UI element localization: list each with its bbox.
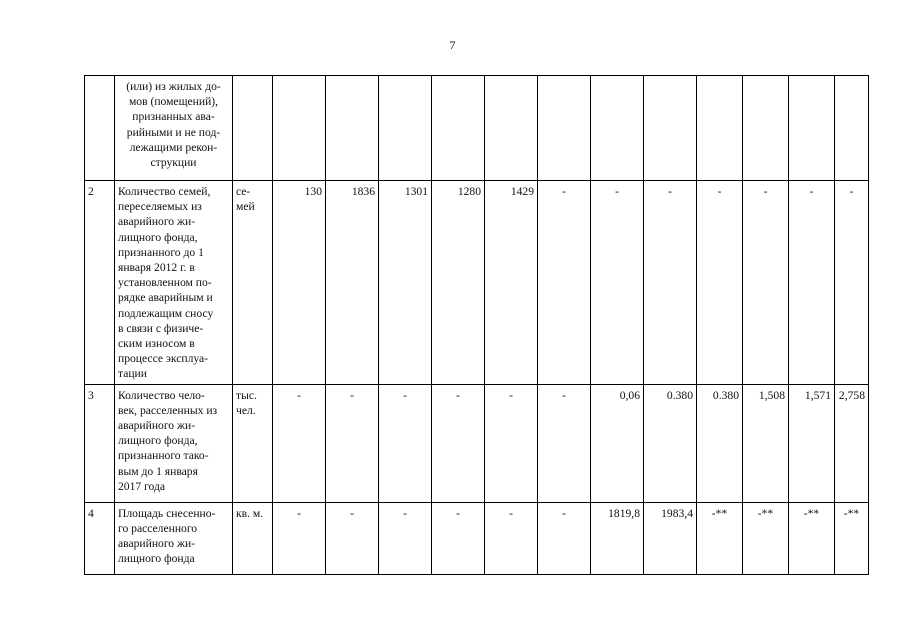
indicator-name-line: Количество чело-	[118, 388, 205, 402]
value-cell: -	[379, 502, 432, 574]
indicators-table	[84, 75, 869, 575]
indicator-name-line: тации	[118, 367, 147, 381]
row-number-cell: 2	[85, 181, 115, 385]
indicator-name-line: переселяемых из	[118, 200, 202, 214]
value-cell	[379, 76, 432, 181]
value-cell: -	[432, 384, 485, 502]
value-cell	[538, 76, 591, 181]
value-cell: -	[835, 181, 869, 385]
indicator-name-line: Количество семей,	[118, 185, 211, 198]
value-cell: -	[273, 502, 326, 574]
indicator-name-line: аварийного жи-	[118, 537, 196, 551]
indicator-name-line: мов (помещений),	[128, 95, 219, 109]
value-cell: -	[485, 384, 538, 502]
value-cell: -**	[835, 502, 869, 574]
value-cell	[697, 76, 743, 181]
table-row	[85, 384, 869, 502]
value-cell: -	[326, 384, 379, 502]
value-cell	[326, 76, 379, 181]
indicator-name-line: признанного до 1	[118, 245, 204, 259]
indicator-name-line: аварийного жи-	[118, 215, 196, 229]
value-cell: -	[789, 181, 835, 385]
value-cell: -	[591, 181, 644, 385]
unit-line: се-	[236, 185, 251, 198]
indicator-name-cell	[115, 502, 233, 574]
value-cell: 1836	[326, 181, 379, 385]
indicator-name-line: признанных ава-	[132, 110, 215, 124]
value-cell: -	[538, 181, 591, 385]
unit-line: тыс.	[236, 388, 257, 402]
indicator-name-line: лищного фонда	[118, 552, 195, 566]
value-cell: 1301	[379, 181, 432, 385]
value-cell	[789, 76, 835, 181]
indicator-name-line: аварийного жи-	[118, 419, 196, 433]
value-cell	[835, 76, 869, 181]
value-cell: -	[644, 181, 697, 385]
indicator-name-line: го расселенного	[118, 521, 198, 535]
unit-cell	[233, 181, 273, 385]
indicator-name-line: в связи с физиче-	[118, 321, 204, 335]
indicator-name-line: струкции	[150, 156, 197, 170]
value-cell: 0,06	[591, 384, 644, 502]
indicator-name-line: процессе эксплуа-	[118, 352, 209, 366]
value-cell	[273, 76, 326, 181]
indicator-name-line: января 2012 г. в	[118, 261, 195, 275]
value-cell: -	[326, 502, 379, 574]
value-cell: 1,571	[789, 384, 835, 502]
table-row	[85, 181, 869, 385]
value-cell: 1983,4	[644, 502, 697, 574]
value-cell: -	[538, 384, 591, 502]
indicator-name-line: Площадь снесенно-	[118, 506, 216, 520]
indicator-name-line: ским износом в	[118, 337, 195, 351]
indicator-name-cell	[115, 181, 233, 385]
indicator-name-line: рядке аварийным и	[118, 291, 213, 305]
value-cell: -	[697, 181, 743, 385]
value-cell	[743, 76, 789, 181]
value-cell	[591, 76, 644, 181]
value-cell: 1819,8	[591, 502, 644, 574]
value-cell: 1429	[485, 181, 538, 385]
value-cell: -	[432, 502, 485, 574]
value-cell: 0.380	[644, 384, 697, 502]
value-cell: 1,508	[743, 384, 789, 502]
value-cell: 130	[273, 181, 326, 385]
indicator-name-line: вым до 1 января	[118, 464, 198, 478]
indicator-name-line: подлежащим сносу	[118, 306, 214, 320]
value-cell	[485, 76, 538, 181]
value-cell: -**	[789, 502, 835, 574]
value-cell	[432, 76, 485, 181]
value-cell	[644, 76, 697, 181]
row-number-cell	[85, 76, 115, 181]
value-cell: -	[485, 502, 538, 574]
indicator-name-line: установленном по-	[118, 276, 212, 290]
indicator-name-line: лежащими рекон-	[129, 140, 218, 154]
indicator-name-cell	[115, 384, 233, 502]
unit-line: чел.	[236, 403, 256, 417]
unit-cell	[233, 502, 273, 574]
unit-cell	[233, 384, 273, 502]
indicator-name-line: признанного тако-	[118, 449, 209, 463]
indicator-name-line: (или) из жилых до-	[126, 80, 221, 93]
value-cell: 2,758	[835, 384, 869, 502]
indicator-name-cell	[115, 76, 233, 181]
row-number-cell: 4	[85, 502, 115, 574]
unit-cell	[233, 76, 273, 181]
row-number-cell: 3	[85, 384, 115, 502]
value-cell: -	[743, 181, 789, 385]
indicator-name-line: 2017 года	[118, 479, 166, 493]
page-number: 7	[449, 38, 456, 52]
value-cell: -**	[743, 502, 789, 574]
indicator-name-line: век, расселенных из	[118, 403, 218, 417]
value-cell: -	[273, 384, 326, 502]
value-cell: -	[379, 384, 432, 502]
value-cell: -	[538, 502, 591, 574]
indicator-name-line: рийными и не под-	[126, 125, 221, 139]
indicator-name-line: лищного фонда,	[118, 230, 198, 244]
unit-line: кв. м.	[236, 506, 264, 520]
indicator-name-line: лищного фонда,	[118, 434, 198, 448]
value-cell: -**	[697, 502, 743, 574]
table-row	[85, 76, 869, 181]
unit-line: мей	[236, 200, 255, 214]
value-cell: 1280	[432, 181, 485, 385]
table-row	[85, 502, 869, 574]
value-cell: 0.380	[697, 384, 743, 502]
